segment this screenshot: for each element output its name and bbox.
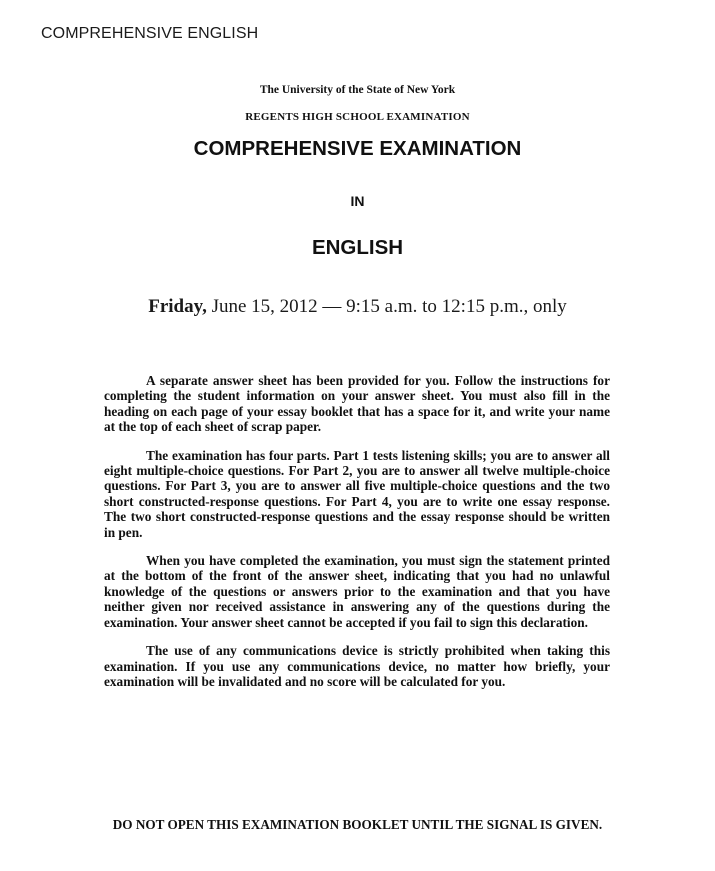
footer-warning: DO NOT OPEN THIS EXAMINATION BOOKLET UNTIL THE SIGNAL IS GIVEN. xyxy=(112,817,603,832)
instruction-paragraph: A separate answer sheet has been provided for you. Follow the instructions for completing the student information on your answer sheet. You must also fill in the heading on each page of your essay booklet that has a space for it, and write your name at the top of each sheet of scrap paper. xyxy=(104,373,610,435)
university-name: The University of the State of New York xyxy=(259,84,456,96)
exam-date-line xyxy=(0,296,715,318)
instructions-block xyxy=(104,373,610,702)
exam-title: COMPREHENSIVE EXAMINATION xyxy=(193,137,522,160)
exam-subject: ENGLISH xyxy=(311,236,404,259)
exam-date-time: June 15, 2012 — 9:15 a.m. to 12:15 p.m., only xyxy=(206,296,567,317)
exam-day: Friday, xyxy=(148,296,207,317)
instruction-paragraph: When you have completed the examination, you must sign the statement printed at the bottom of the front of the answer sheet, indicating that you had no unlawful knowledge of the questions or answers prior to the examination and that you have neither given nor received assistance in answering any of the questions during the examination. Your answer sheet cannot be accepted if you fail to sign this declaration. xyxy=(104,553,610,630)
instruction-paragraph: The examination has four parts. Part 1 tests listening skills; you are to answer all eight multiple-choice questions. For Part 2, you are to answer all twelve multiple-choice questions. For Part 3, you are to answer all five multiple-choice questions and the two short constructed-response questions. For Part 4, you are to write one essay response. The two short constructed-response questions and the essay response should be written in pen. xyxy=(104,447,610,540)
exam-title-in: IN xyxy=(350,193,365,209)
page-header-label: COMPREHENSIVE ENGLISH xyxy=(41,25,259,42)
instruction-paragraph: The use of any communications device is strictly prohibited when taking this examination. If you use any communications device, no matter how briefly, your examination will be invalidated and no score will be calculated for you. xyxy=(104,643,610,689)
regents-heading: REGENTS HIGH SCHOOL EXAMINATION xyxy=(245,111,470,123)
